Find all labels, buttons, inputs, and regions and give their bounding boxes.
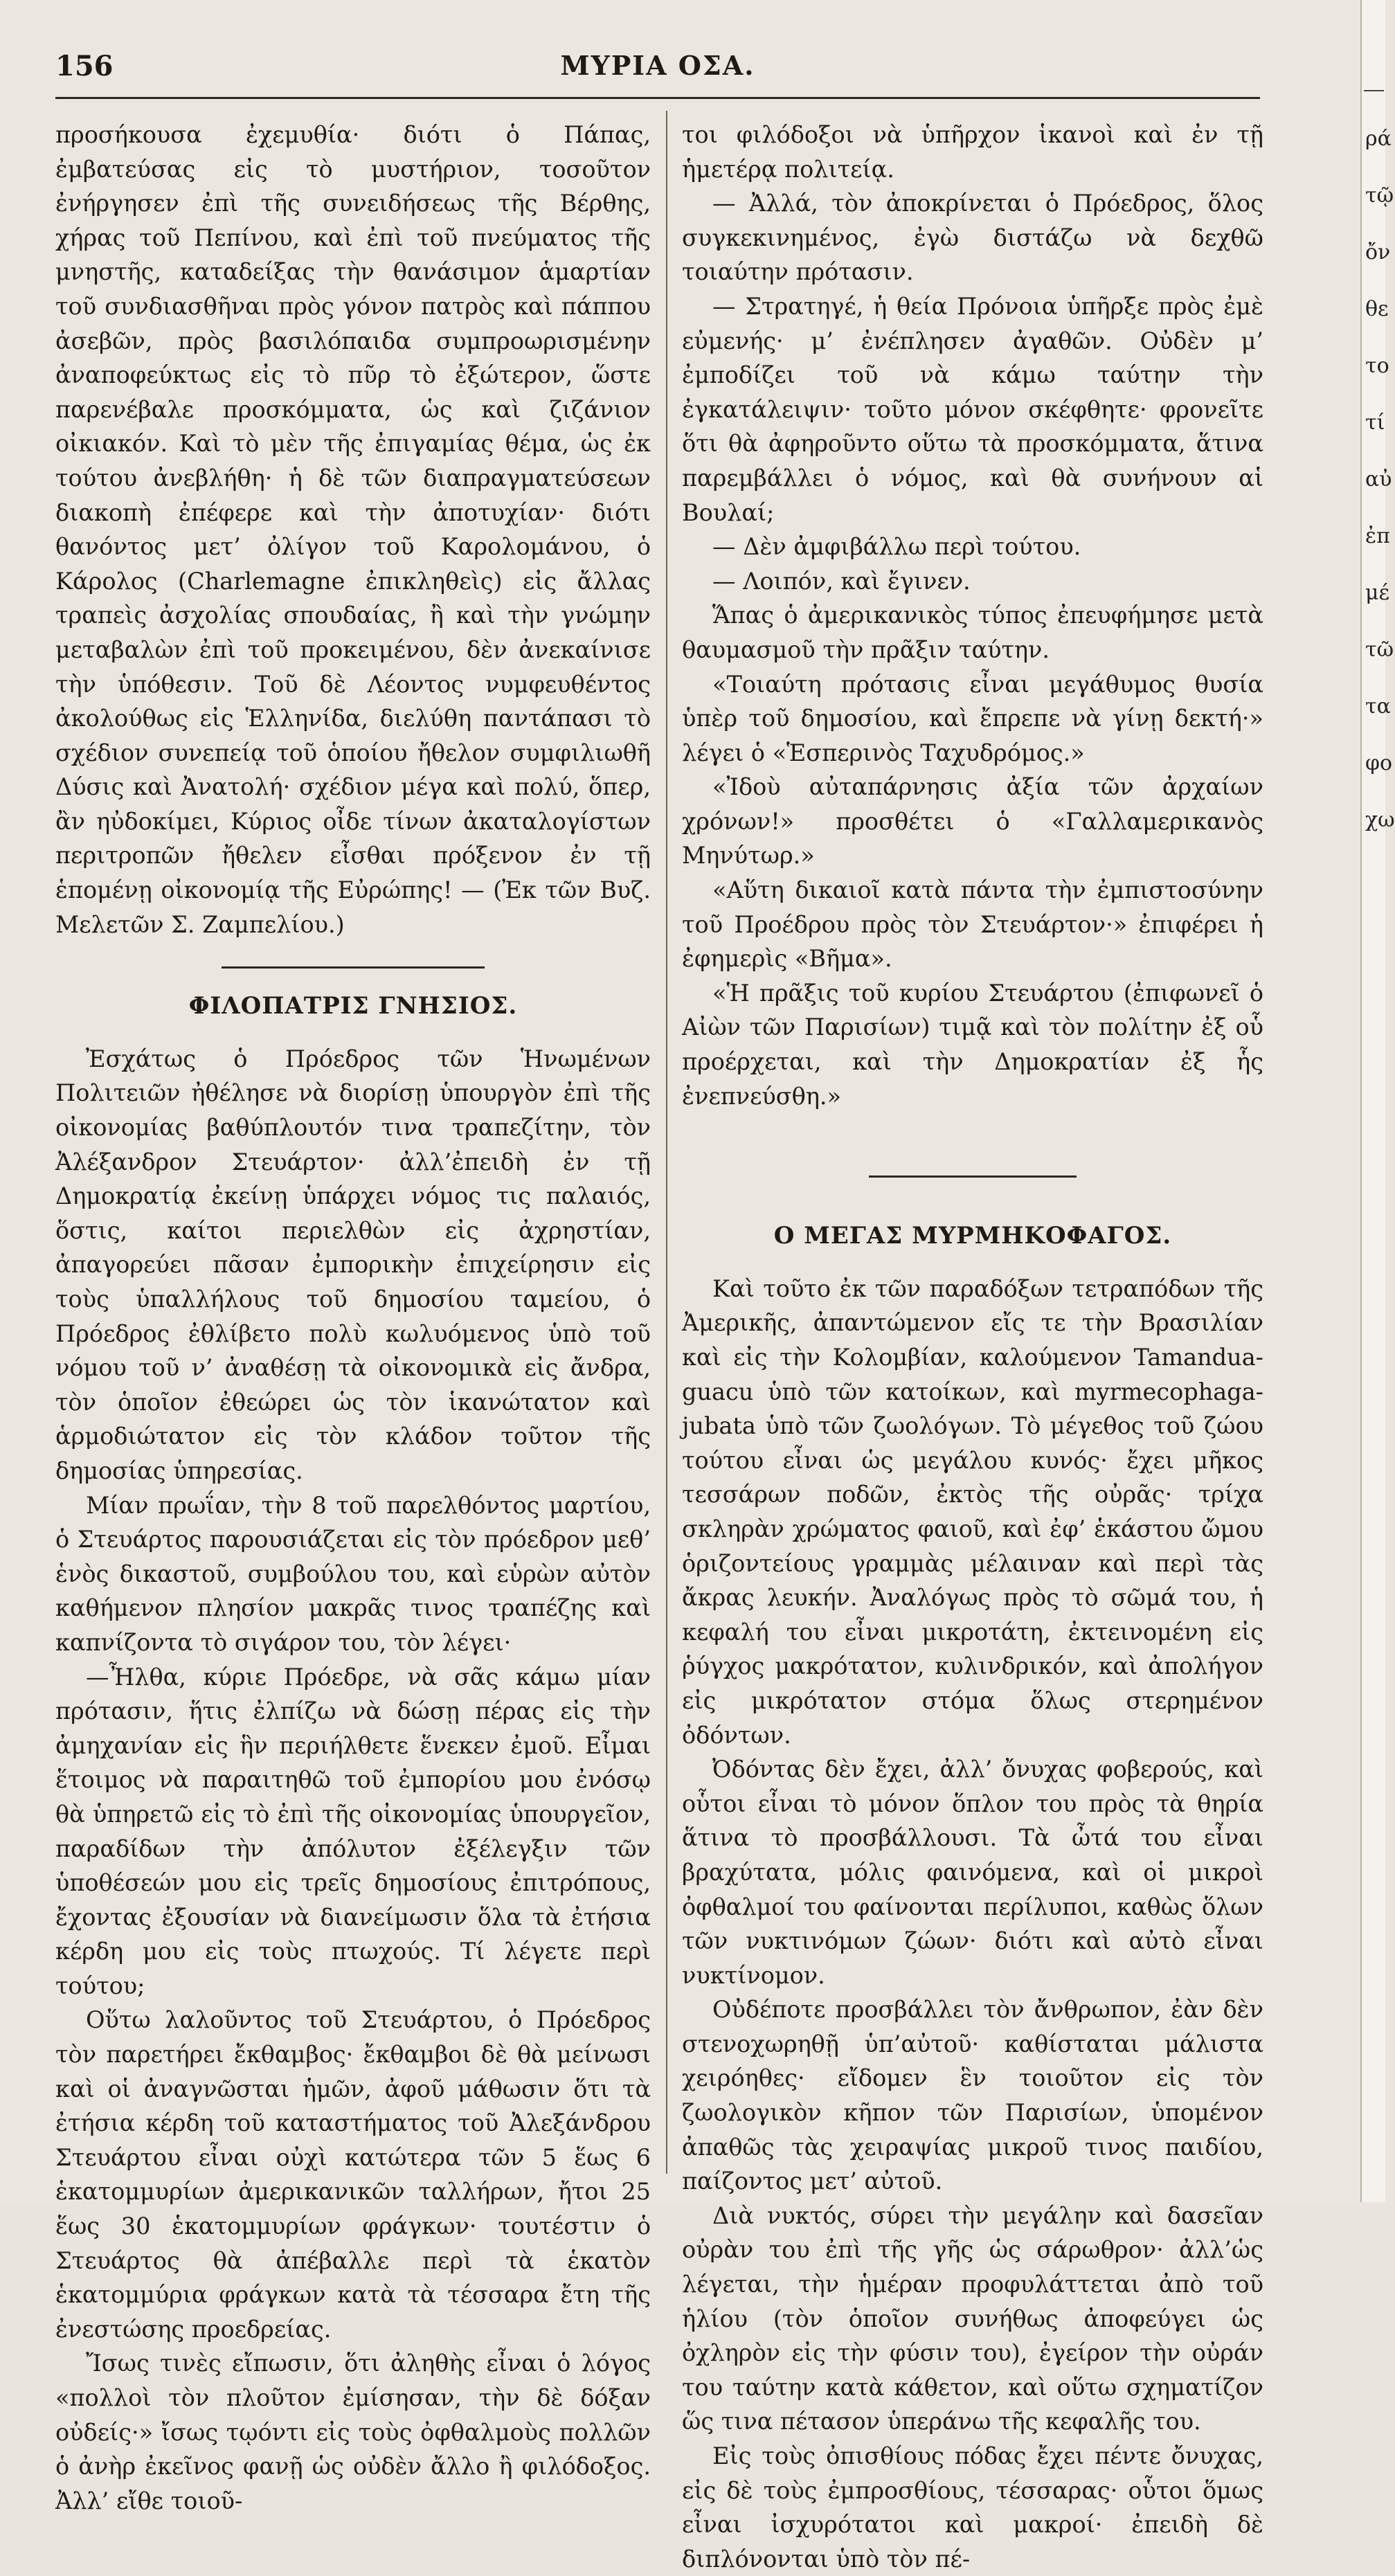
article-paragraph: Εἰς τοὺς ὀπισθίους πόδας ἔχει πέντε ὄνυχας, εἰς δὲ τοὺς ἐμπροσθίους, τέσσαρας· οὗτοι ὅμως εἶναι ἰσχυρότατοι καὶ μακροί· ἐπειδὴ δὲ διπλόνονται ὑπὸ τὸν πέ- [682,2442,1263,2573]
press-quote: «Αὕτη δικαιοῖ κατὰ πάντα τὴν ἐμπιστοσύνην τοῦ Προέδρου πρὸς τὸν Στευάρτον·» ἐπιφέρει ἡ ἐφημερὶς «Βῆμα». [682,876,1263,973]
page-header [55,50,1260,98]
article-paragraph: Οὐδέποτε προσβάλλει τὸν ἄνθρωπον, ἐὰν δὲν στενοχωρηθῇ ὑπ’αὐτοῦ· καθίσταται μάλιστα χειρόηθες· εἴδομεν ἓν τοιοῦτον εἰς τὸν ζωολογικὸν κῆπον τῶν Παρισίων, ὑπομένον ἀπαθῶς τὰς χειραψίας μικροῦ τινος παιδίου, παίζοντος μετ’ αὐτοῦ. [682,1996,1263,2195]
column-divider [666,111,667,2174]
neighbor-line: τα [1365,694,1391,719]
press-quote: «Ἡ πρᾶξις τοῦ κυρίου Στευάρτου (ἐπιφωνεῖ ὁ Αἰὼν τῶν Παρισίων) τιμᾷ καὶ τὸν πολίτην ἐξ οὗ προέρχεται, καὶ τὴν Δημοκρατίαν ἐξ ἧς ἐνεπνεύσθη.» [682,979,1263,1110]
neighbor-line: τῶ [1365,638,1394,662]
neighbor-line: ὄν [1365,240,1391,264]
dialogue-paragraph: — Δὲν ἀμφιβάλλω περὶ τούτου. [712,533,1081,561]
article-paragraph: Ἴσως τινὲς εἴπωσιν, ὅτι ἀληθὴς εἶναι ὁ λόγος «πολλοὶ τὸν πλοῦτον ἐμίσησαν, τὴν δὲ δόξαν οὐδείς·» ἴσως τῳόντι εἰς τοὺς ὀφθαλμοὺς πολλῶν ὁ ἀνὴρ ἐκεῖνος φανῇ ὡς οὐδὲν ἄλλο ἢ φιλόδοξος. Ἀλλ’ εἴθε τοιοῦ- [55,2350,651,2514]
section-divider [869,1176,1077,1178]
neighbor-line: αὐ [1365,467,1392,492]
neighbor-line: τί [1365,411,1385,435]
press-quote: «Τοιαύτη πρότασις εἶναι μεγάθυμος θυσία ὑπὲρ τοῦ δημοσίου, καὶ ἔπρεπε νὰ γίνῃ δεκτή·» λέγει ὁ «Ἑσπερινὸς Ταχυδρόμος.» [682,670,1263,766]
article-continuation-paragraph: προσήκουσα ἐχεμυθία· διότι ὁ Πάπας, ἐμβατεύσας εἰς τὸ μυστήριον, τοσοῦτον ἐνήργησεν ἐπὶ τῆς συνειδήσεως τῆς Βέρθης, χήρας τοῦ Πεπίνου, καὶ ἐπὶ τοῦ πνεύματος τῆς μνηστῆς, καταδείξας τὴν θανάσιμον ἁμαρτίαν τοῦ συνδιασθῆναι πρὸς γόνον πατρὸς καὶ πάππου ἀσεβῶν, πρὸς βασιλόπαιδα συμπροωρισμένην ἀναποφεύκτως εἰς τὸ πῦρ τὸ ἐξώτερον, ὥστε παρενέβαλε προσκόμματα, ὡς καὶ ζιζάνιον οἰκιακόν. Καὶ τὸ μὲν τῆς ἐπιγαμίας θέμα, ὡς ἐκ τούτου ἀνεβλήθη· ἡ δὲ τῶν διαπραγματεύσεων διακοπὴ ἐπέφερε καὶ τὴν ἀποτυχίαν· διότι θανόντος μετ’ ὀλίγον τοῦ Καρολομάνου, ὁ Κάρολος (Charlemagne ἐπικληθεὶς) εἰς ἄλλας τραπεὶς ἀσχολίας σπουδαίας, ἢ καὶ τὴν γνώμην μεταβαλὼν ἐπὶ τοῦ προκειμένου, δὲν ἀνεκαίνισε τὴν ὑπόθεσιν. Τοῦ δὲ Λέοντος νυμφευθέντος ἀκολούθως εἰς Ἑλληνίδα, διελύθη παντάπασι τὸ σχέδιον συνεπείᾳ τοῦ ὁποίου ἤθελον συμφιλιωθῆ Δύσις καὶ Ἀνατολή· σχέδιον μέγα καὶ πολύ, ὅπερ, ἂν ηὐδοκίμει, Κύριος οἶδε τίνων ἀκαταλογίστων περιτροπῶν ἤθελεν εἶσθαι πρόξενον ἐν τῇ ἑπομένῃ οἰκονομίᾳ τῆς Εὐρώπης! — (Ἐκ τῶν Βυζ. Μελετῶν Σ. Ζαμπελίου.) [55,121,651,938]
right-column [682,118,1263,2576]
dialogue-paragraph: — Στρατηγέ, ἡ θεία Πρόνοια ὑπῆρξε πρὸς ἐμὲ εὐμενής· μ’ ἐνέπλησεν ἀγαθῶν. Οὐδὲν μ’ ἐμποδίζει τοῦ νὰ κάμω ταύτην τὴν ἐγκατάλειψιν· τοῦτο μόνον σκέφθητε· φρονεῖτε ὅτι θὰ ἀφηροῦντο οὕτω τὰ προσκόμματα, ἅτινα παρεμβάλλει ὁ νόμος, καὶ θὰ συνήνουν αἱ Βουλαί; [682,292,1263,526]
neighbor-line: τῷ [1365,183,1394,208]
article-paragraph: Ἅπας ὁ ἀμερικανικὸς τύπος ἐπευφήμησε μετὰ θαυμασμοῦ τὴν πρᾶξιν ταύτην. [682,602,1263,663]
article-paragraph: Ὀδόντας δὲν ἔχει, ἀλλ’ ὄνυχας φοβερούς, καὶ οὗτοι εἶναι τὸ μόνον ὅπλον του πρὸς τὰ θηρία ἅτινα τὸ προσβάλλουσι. Τὰ ὦτά του εἶναι βραχύτατα, μόλις φαινόμενα, καὶ οἱ μικροὶ ὀφθαλμοί του φαίνονται περίλυποι, καθὼς ὅλων τῶν νυκτινόμων ζώων· διότι καὶ αὐτὸ εἶναι νυκτίνομον. [682,1756,1263,1989]
neighbor-line: μέ [1365,581,1390,605]
neighbor-line: θε [1365,297,1389,321]
running-title: ΜΥΡΙΑ ΟΣΑ. [560,50,755,81]
article-continuation-paragraph: τοι φιλόδοξοι νὰ ὑπῆρχον ἱκανοὶ καὶ ἐν τῇ ἡμετέρᾳ πολιτείᾳ. [682,121,1263,183]
dialogue-paragraph: — Λοιπόν, καὶ ἔγινεν. [712,567,971,595]
page-number: 156 [55,50,114,82]
neighbor-page-rule [1364,90,1384,91]
article-paragraph: Οὕτω λαλοῦντος τοῦ Στευάρτου, ὁ Πρόεδρος τὸν παρετήρει ἔκθαμβος· ἔκθαμβοι δὲ θὰ μείνωσι καὶ οἱ ἀναγνῶσται ἡμῶν, ἀφοῦ μάθωσιν ὅτι τὰ ἐτήσια κέρδη τοῦ καταστήματος τοῦ Ἀλεξάνδρου Στευάρτου εἶναι οὐχὶ κατώτερα τῶν 5 ἕως 6 ἑκατομμυρίων ἀμερικανικῶν ταλλήρων, ἤτοι 25 ἕως 30 ἑκατομμυρίων φράγκων· τουτέστιν ὁ Στευάρτος θὰ ἀπέβαλλε περὶ τὰ ἑκατὸν ἑκατομμύρια φράγκων κατὰ τὰ τέσσαρα ἔτη τῆς ἐνεστώσης προεδρείας. [55,2006,651,2343]
left-column [55,118,651,2518]
section-divider [222,966,485,969]
neighbor-line: ἐπ [1365,524,1390,548]
article-paragraph: Καὶ τοῦτο ἐκ τῶν παραδόξων τετραπόδων τῆς Ἀμερικῆς, ἀπαντώμενον εἴς τε τὴν Βρασιλίαν καὶ εἰς τὴν Κολομβίαν, καλούμενον Tamandua-guacu ὑπὸ τῶν κατοίκων, καὶ myrmecophaga-jubata ὑπὸ τῶν ζωολόγων. Τὸ μέγεθος τοῦ ζώου τούτου εἶναι ὡς μεγάλου κυνός· ἔχει μῆκος τεσσάρων ποδῶν, ἐκτὸς τῆς οὐρᾶς· τρίχα σκληρὰν χρώματος φαιοῦ, καὶ ἐφ’ ἑκάστου ὤμου ὁριζοντείους γραμμὰς μέλαιναν καὶ περὶ τὰς ἄκρας λευκήν. Ἀναλόγως πρὸς τὸ σῶμά του, ἡ κεφαλή του εἶναι μικροτάτη, ἐκτεινομένη εἰς ῥύγχος μακρότατον, κυλινδρικόν, καὶ ἀπολήγον εἰς μικρότατον στόμα ὅλως στερημένον ὀδόντων. [682,1275,1263,1749]
article-paragraph: Ἐσχάτως ὁ Πρόεδρος τῶν Ἡνωμένων Πολιτειῶν ἠθέλησε νὰ διορίσῃ ὑπουργὸν ἐπὶ τῆς οἰκονομίας βαθύπλουτόν τινα τραπεζίτην, τὸν Ἀλέξανδρον Στευάρτον· ἀλλ’ἐπειδὴ ἐν τῇ Δημοκρατίᾳ ἐκείνῃ ὑπάρχει νόμος τις παλαιός, ὅστις, καίτοι περιελθὼν εἰς ἀχρηστίαν, ἀπαγορεύει πᾶσαν ἐμπορικὴν ἐπιχείρησιν εἰς τοὺς ὑπαλλήλους τοῦ δημοσίου ταμείου, ὁ Πρόεδρος ἐθλίβετο πολὺ κωλυόμενος ὑπὸ τοῦ νόμου τοῦ ν’ ἀναθέσῃ τὰ οἰκονομικὰ εἰς ἄνδρα, τὸν ὁποῖον ἐθεώρει ὡς τὸν ἱκανώτατον καὶ ἁρμοδιώτατον εἰς τὸν κλάδον τοῦτον τῆς δημοσίας ὑπηρεσίας. [55,1045,651,1484]
section-title-myrmekofagos: Ο ΜΕΓΑΣ ΜΥΡΜΗΚΟΦΑΓΟΣ. [773,1222,1172,1250]
neighbor-line: χω [1365,808,1395,832]
article-paragraph: Διὰ νυκτός, σύρει τὴν μεγάλην καὶ δασεῖαν οὐρὰν του ἐπὶ τῆς γῆς ὡς σάρωθρον· ἀλλ’ὡς λέγεται, τὴν ἡμέραν προφυλάττεται ἀπὸ τοῦ ἡλίου (τὸν ὁποῖον συνήθως ἀποφεύγει ὡς ὀχληρὸν εἰς τὴν φύσιν του), ἐγείρον τὴν οὐράν του ταύτην κατὰ κάθετον, καὶ οὕτω σχηματίζον ὥς τινα πέτασον ὑπεράνω τῆς κεφαλῆς του. [682,2201,1263,2435]
neighbor-page-text [1365,111,1395,849]
press-quote: «Ἰδοὺ αὐταπάρνησις ἀξία τῶν ἀρχαίων χρόνων!» προσθέτει ὁ «Γαλλαμερικανὸς Μηνύτωρ.» [682,773,1263,870]
neighbor-line: φο [1365,751,1393,775]
article-paragraph: Μίαν πρωΐαν, τὴν 8 τοῦ παρελθόντος μαρτίου, ὁ Στευάρτος παρουσιάζεται εἰς τὸν πρόεδρον μεθ’ ἑνὸς δικαστοῦ, συμβούλου του, καὶ εὑρὼν αὐτὸν καθήμενον πλησίον μακρᾶς τινος τραπέζης καὶ καπνίζοντα τὸ σιγάρον του, τὸν λέγει· [55,1491,651,1656]
neighbor-line: ρά [1365,127,1392,151]
section-title-filopatris: ΦΙΛΟΠΑΤΡΙΣ ΓΝΗΣΙΟΣ. [188,992,518,1020]
dialogue-paragraph: — Ἀλλά, τὸν ἀποκρίνεται ὁ Πρόεδρος, ὅλος συγκεκινημένος, ἐγὼ διστάζω νὰ δεχθῶ τοιαύτην πρότασιν. [682,190,1263,286]
neighbor-line: το [1365,354,1389,378]
header-rule [55,97,1260,99]
dialogue-paragraph: —Ἦλθα, κύριε Πρόεδρε, νὰ σᾶς κάμω μίαν πρότασιν, ἥτις ἐλπίζω νὰ δώσῃ πέρας εἰς τὴν ἀμηχανίαν εἰς ἣν περιήλθετε ἕνεκεν ἐμοῦ. Εἶμαι ἕτοιμος νὰ παραιτηθῶ τοῦ ἐμπορίου μου ἐνόσῳ θὰ ὑπηρετῶ εἰς τὸ ἐπὶ τῆς οἰκονομίας ὑπουργεῖον, παραδίδων τὴν ἀπόλυτον ἐξέλεγξιν τῶν ὑποθέσεών μου εἰς τρεῖς δημοσίους ἐπιτρόπους, ἔχοντας ἐξουσίαν νὰ διανείμωσιν ὅλα τὰ ἐτήσια κέρδη μου εἰς τοὺς πτωχούς. Τί λέγετε περὶ τούτου; [55,1663,651,1999]
